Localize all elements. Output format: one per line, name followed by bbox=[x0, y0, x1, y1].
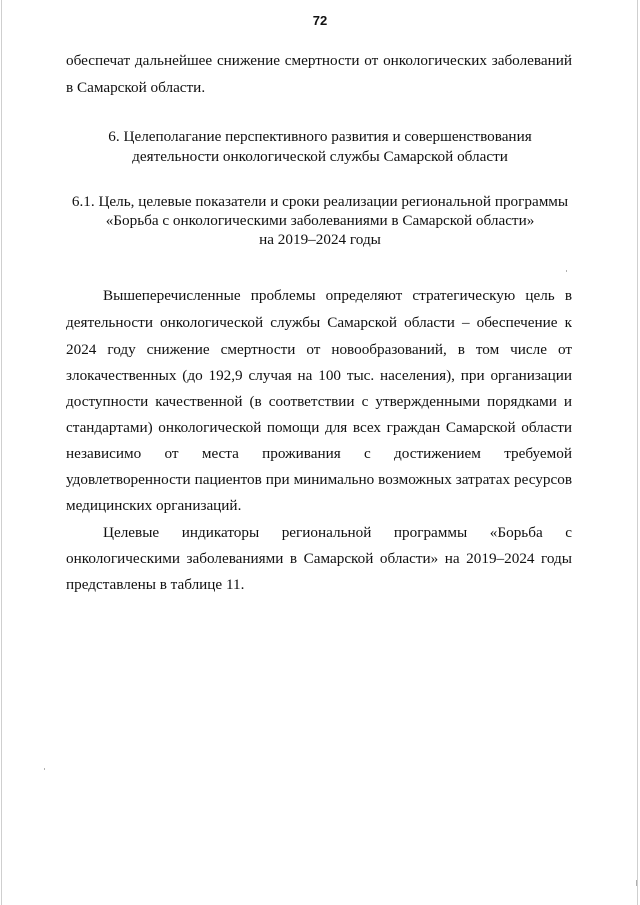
scan-speck bbox=[636, 880, 637, 886]
paragraph-1-line-2: деятельности онкологической службы Самарской области – обеспечение к bbox=[66, 314, 572, 331]
paragraph-2-line-1: Целевые индикаторы региональной программы «Борьба с bbox=[103, 524, 572, 541]
paragraph-1-line-5: доступности качественной (в соответствии с утвержденными порядками и bbox=[66, 393, 572, 410]
section-heading-line-1: 6. Целеполагание перспективного развития и совершенствования bbox=[108, 128, 532, 145]
scan-speck bbox=[566, 270, 567, 272]
paragraph-1-line-4: злокачественных (до 192,9 случая на 100 тыс. населения), при организации bbox=[66, 367, 572, 384]
paragraph-1-line-8: удовлетворенности пациентов при минимально возможных затратах ресурсов bbox=[66, 471, 572, 488]
intro-line-2: в Самарской области. bbox=[66, 79, 206, 96]
page-number: 72 bbox=[312, 13, 328, 28]
section-heading-line-2: деятельности онкологической службы Самарской области bbox=[132, 148, 508, 165]
paragraph-2-line-3: представлены в таблице 11. bbox=[66, 576, 245, 593]
intro-line-1: обеспечат дальнейшее снижение смертности от онкологических заболеваний bbox=[66, 52, 572, 69]
subsection-heading-line-3: на 2019–2024 годы bbox=[259, 231, 381, 248]
paragraph-1-line-9: медицинских организаций. bbox=[66, 497, 242, 514]
paragraph-1-line-6: стандартами) онкологической помощи для всех граждан Самарской области bbox=[66, 419, 572, 436]
scan-speck bbox=[44, 768, 45, 770]
paragraph-2-line-2: онкологическими заболеваниями в Самарской области» на 2019–2024 годы bbox=[66, 550, 572, 567]
paragraph-1-line-7: независимо от места проживания с достижением требуемой bbox=[66, 445, 572, 462]
subsection-heading-line-2: «Борьба с онкологическими заболеваниями в Самарской области» bbox=[105, 212, 535, 229]
subsection-heading-line-1: 6.1. Цель, целевые показатели и сроки реализации региональной программы bbox=[71, 193, 569, 210]
paragraph-1-line-3: 2024 году снижение смертности от новообразований, в том числе от bbox=[66, 341, 572, 358]
paragraph-1-line-1: Вышеперечисленные проблемы определяют стратегическую цель в bbox=[103, 287, 572, 304]
